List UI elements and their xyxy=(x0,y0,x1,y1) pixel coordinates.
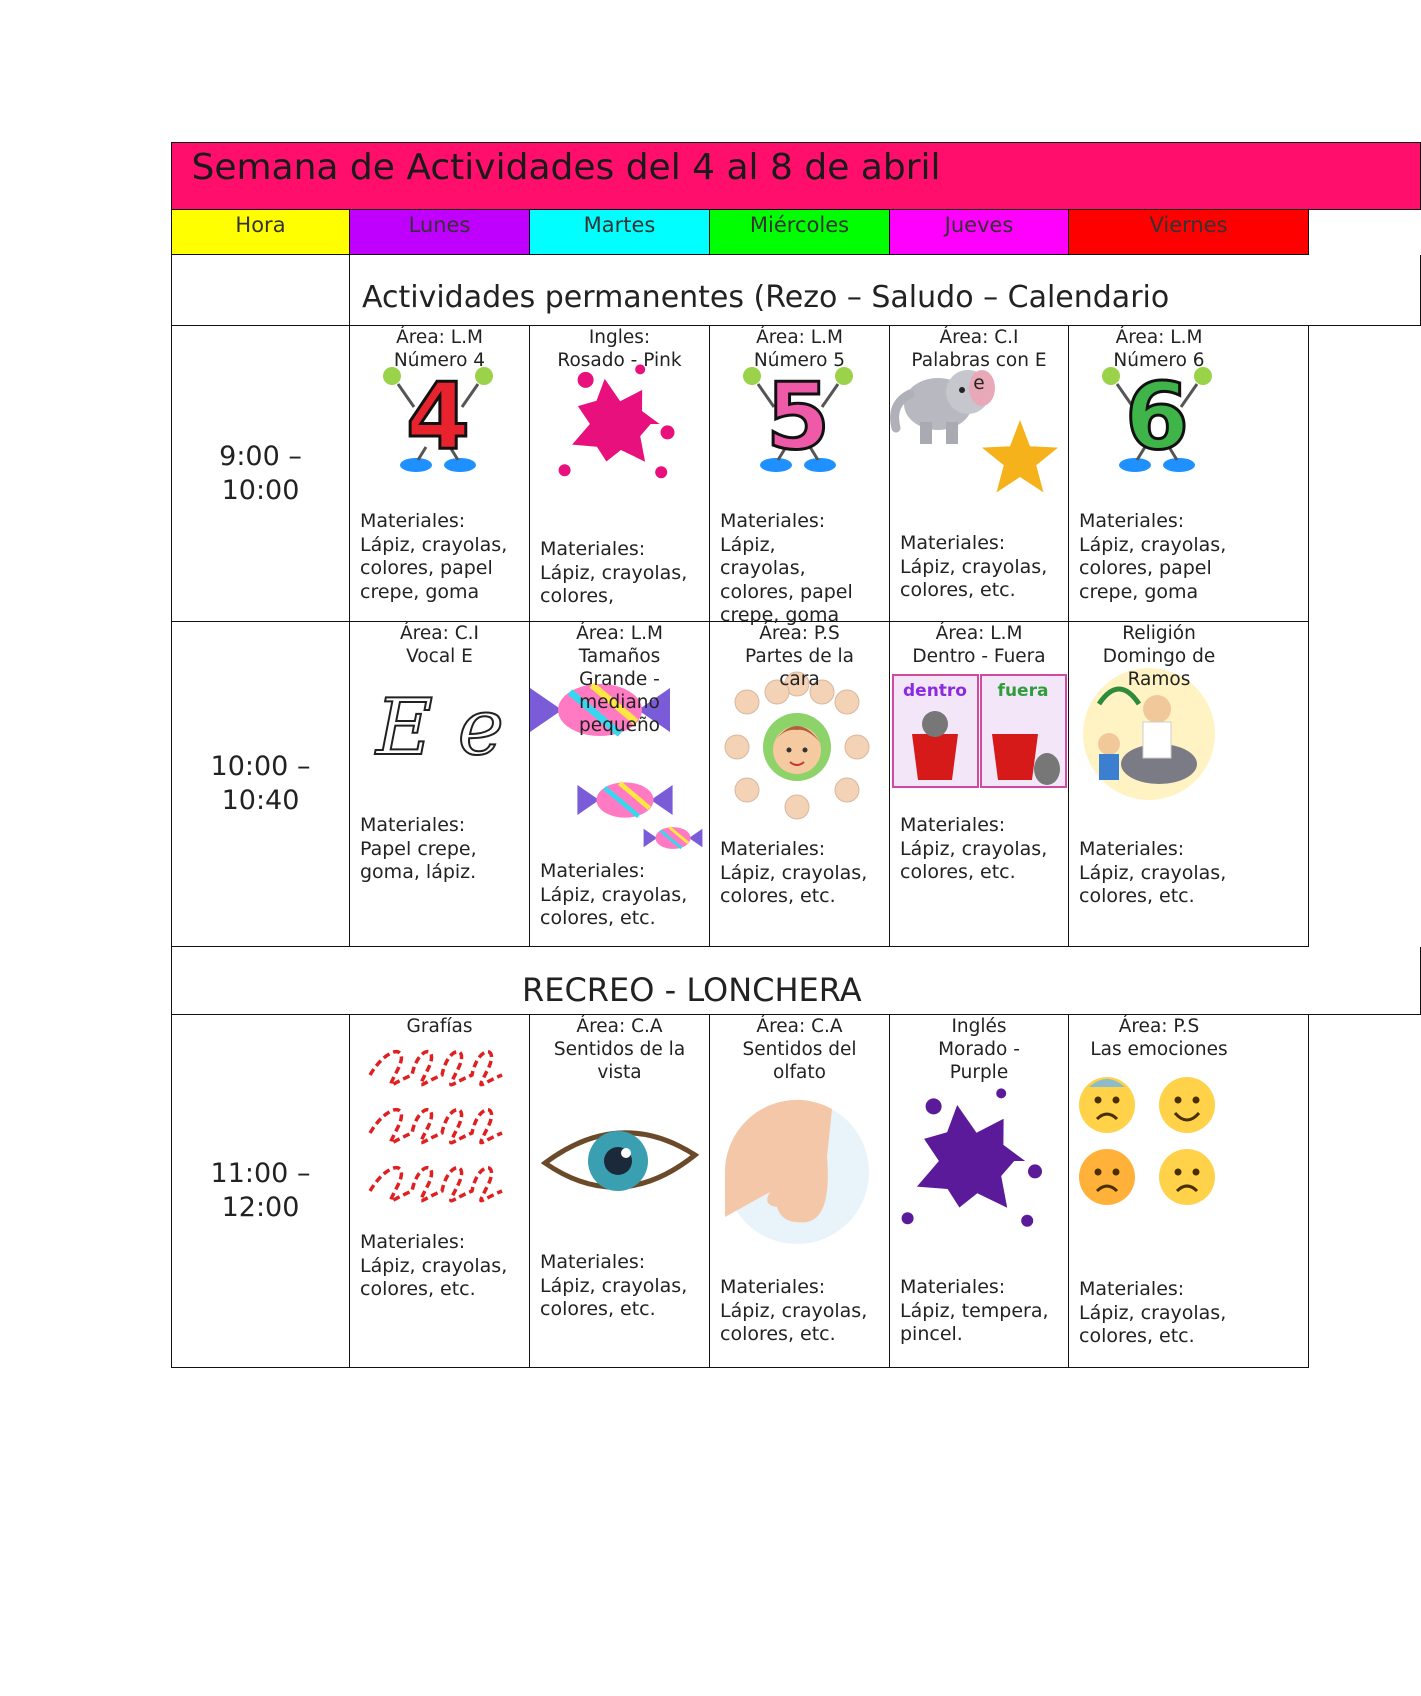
activity-heading-line: pequeño xyxy=(578,715,661,736)
materials-line: colores, etc. xyxy=(720,885,836,907)
materials-line: Materiales: xyxy=(1079,838,1185,860)
activity-cell xyxy=(1069,326,1309,622)
activity-heading-line: Área: P.S xyxy=(1118,1016,1200,1037)
materials-line: goma, lápiz. xyxy=(360,861,477,883)
materials-text xyxy=(1079,838,1304,909)
activity-cell xyxy=(1069,622,1309,947)
activity-heading-line: Área: L.M xyxy=(1115,327,1203,348)
activity-heading xyxy=(898,1015,1060,1084)
materials-text xyxy=(360,1231,525,1302)
materials-line: Lápiz, crayolas, xyxy=(1079,861,1227,884)
activity-heading-line: Área: L.M xyxy=(396,327,483,348)
activity-heading-line: Vocal E xyxy=(406,646,473,667)
activity-picture xyxy=(365,674,515,774)
activity-heading xyxy=(358,622,521,668)
activity-cell xyxy=(890,326,1069,622)
materials-text xyxy=(1079,510,1304,604)
activity-heading-line: Área: C.I xyxy=(939,327,1019,348)
materials-line: colores, etc. xyxy=(720,1323,836,1345)
activity-heading-line: Partes de la xyxy=(745,646,854,667)
face-parts-icon xyxy=(722,672,872,802)
materials-line: colores, etc. xyxy=(540,1298,656,1320)
activity-picture xyxy=(540,1115,700,1205)
activity-cell xyxy=(890,1015,1069,1368)
activity-heading xyxy=(358,326,521,372)
materials-line: Lápiz, crayolas, xyxy=(720,1299,868,1322)
materials-line: Papel crepe, xyxy=(360,837,477,860)
time-label: 10:00 – 10:40 xyxy=(210,751,311,816)
activity-heading xyxy=(718,326,881,372)
activity-heading-line: Área: L.M xyxy=(756,327,843,348)
materials-line: colores, papel xyxy=(360,557,493,579)
activity-heading-line: Purple xyxy=(949,1062,1009,1083)
materials-line: colores, etc. xyxy=(1079,885,1195,907)
materials-text xyxy=(720,838,885,909)
nose-icon xyxy=(722,1097,872,1247)
materials-line: Materiales: xyxy=(540,860,646,882)
materials-line: colores, xyxy=(540,585,614,607)
activity-picture xyxy=(366,1045,506,1210)
materials-line: Lápiz, crayolas, xyxy=(360,533,508,556)
activity-heading xyxy=(538,326,701,372)
materials-line: Lápiz, crayolas, xyxy=(1079,533,1227,556)
materials-line: Materiales: xyxy=(900,532,1006,554)
fuera-label: fuera xyxy=(997,681,1049,701)
materials-line: Materiales: xyxy=(720,838,826,860)
materials-text xyxy=(540,860,705,931)
materials-text xyxy=(360,510,525,604)
activity-heading-line: Grande - xyxy=(579,669,660,690)
activity-cell xyxy=(530,326,710,622)
activity-heading-line: Las emociones xyxy=(1090,1039,1228,1060)
materials-line: colores, etc. xyxy=(540,907,656,929)
activity-heading-line: Número 6 xyxy=(1113,350,1205,371)
materials-line: Materiales: xyxy=(1079,1278,1185,1300)
weekly-schedule-sheet xyxy=(171,142,1228,1368)
materials-line: crepe, goma xyxy=(720,604,840,626)
activity-cell xyxy=(350,326,530,622)
header-day-jueves: Jueves xyxy=(890,210,1069,255)
number-digit: 5 xyxy=(765,363,831,470)
schedule-table xyxy=(171,142,1421,1368)
time-label: 9:00 – 10:00 xyxy=(219,440,302,506)
activity-heading-line: Palabras con E xyxy=(911,350,1047,371)
number-4-icon xyxy=(378,362,498,477)
activity-heading-line: vista xyxy=(597,1062,642,1083)
activity-heading-line: Área: P.S xyxy=(759,623,840,644)
materials-line: Lápiz, crayolas, xyxy=(540,1274,688,1297)
materials-line: Lápiz, crayolas, xyxy=(900,555,1048,578)
materials-text xyxy=(540,538,705,609)
materials-line: colores, etc. xyxy=(900,579,1016,601)
materials-line: Materiales: xyxy=(900,1276,1006,1298)
materials-line: colores, etc. xyxy=(1079,1325,1195,1347)
activity-heading-line: Domingo de xyxy=(1102,646,1216,667)
activity-heading-line: Área: L.M xyxy=(935,623,1023,644)
loops-icon xyxy=(366,1045,506,1210)
activity-heading-line: Ramos xyxy=(1127,669,1191,690)
activity-cell xyxy=(530,622,710,947)
activity-heading-line: cara xyxy=(779,669,820,690)
materials-line: colores, etc. xyxy=(900,861,1016,883)
activity-heading-line: Área: C.I xyxy=(400,623,479,644)
activity-heading xyxy=(358,1015,521,1038)
number-digit: 6 xyxy=(1124,363,1190,470)
materials-line: Lápiz, crayolas, xyxy=(900,837,1048,860)
activity-heading xyxy=(538,1015,701,1084)
purple-splash-icon xyxy=(900,1089,1040,1239)
materials-line: Lápiz, crayolas, xyxy=(360,1254,508,1277)
activity-heading-line: Sentidos del xyxy=(742,1039,857,1060)
materials-text xyxy=(720,1276,885,1347)
permanent-row-hour xyxy=(171,255,350,326)
activity-picture xyxy=(738,362,858,477)
time-cell xyxy=(171,1015,350,1368)
materials-text xyxy=(900,814,1064,885)
materials-line: Materiales: xyxy=(900,814,1006,836)
time-cell xyxy=(171,622,350,947)
materials-text xyxy=(540,1251,705,1322)
materials-line: crepe, goma xyxy=(1079,580,1199,603)
activity-picture xyxy=(550,366,680,486)
activity-cell xyxy=(530,1015,710,1368)
materials-line: Lápiz, crayolas, xyxy=(720,861,868,884)
time-cell xyxy=(171,326,350,622)
permanent-activities-banner: Actividades permanentes (Rezo – Saludo – Calendario xyxy=(350,255,1421,326)
inside-outside-icon xyxy=(892,674,1067,789)
activity-heading xyxy=(898,622,1060,668)
eye-icon xyxy=(540,1115,700,1205)
activity-picture xyxy=(892,674,1067,789)
activity-picture xyxy=(1079,1073,1219,1223)
activity-heading xyxy=(1069,326,1249,372)
activity-cell xyxy=(890,622,1069,947)
materials-line: Materiales: xyxy=(360,510,466,532)
activity-picture xyxy=(1097,362,1217,477)
activity-heading xyxy=(898,326,1060,395)
dentro-label: dentro xyxy=(903,681,967,701)
letter-e-glyph: E e xyxy=(376,683,504,773)
activity-heading xyxy=(1069,622,1249,691)
materials-text xyxy=(720,510,885,628)
materials-line: Lápiz, xyxy=(720,533,776,556)
activity-cell xyxy=(350,622,530,947)
materials-line: colores, papel xyxy=(1079,557,1212,579)
activity-picture xyxy=(900,1089,1040,1239)
activity-heading xyxy=(718,1015,881,1084)
activity-heading xyxy=(1069,1015,1249,1061)
activity-heading-line: Inglés xyxy=(951,1016,1007,1037)
activity-heading-line: Número 4 xyxy=(393,350,486,371)
time-label: 11:00 – 12:00 xyxy=(210,1158,311,1223)
activity-cell xyxy=(710,622,890,947)
materials-line: Materiales: xyxy=(360,814,466,836)
materials-line: Lápiz, crayolas, xyxy=(1079,1301,1227,1324)
materials-line: crayolas, xyxy=(720,557,806,579)
materials-text xyxy=(900,1276,1064,1347)
activity-picture xyxy=(378,362,498,477)
materials-text xyxy=(900,532,1064,603)
materials-line: colores, papel xyxy=(720,580,853,603)
letter-e-icon xyxy=(365,674,515,774)
activity-heading-line: Área: L.M xyxy=(576,623,663,644)
activity-heading-line: Número 5 xyxy=(753,350,846,371)
activity-cell xyxy=(1069,1015,1309,1368)
activity-heading xyxy=(538,622,701,737)
activity-cell xyxy=(350,1015,530,1368)
materials-line: Materiales: xyxy=(540,1251,646,1273)
activity-cell xyxy=(710,1015,890,1368)
pink-splash-icon xyxy=(550,366,680,486)
materials-line: Materiales: xyxy=(720,1276,826,1298)
activity-heading-line: Grafías xyxy=(406,1016,473,1037)
activity-heading-line: Área: C.A xyxy=(576,1016,663,1037)
materials-text xyxy=(1079,1278,1304,1349)
emotions-icon xyxy=(1079,1073,1219,1223)
activity-heading-line: mediano xyxy=(579,692,660,713)
activity-heading-line: Ingles: xyxy=(588,327,651,348)
activity-heading-line: Sentidos de la xyxy=(553,1039,686,1060)
materials-text xyxy=(360,814,525,885)
number-6-icon xyxy=(1097,362,1217,477)
page-title: Semana de Actividades del 4 al 8 de abril xyxy=(171,142,1421,210)
materials-line: Lápiz, crayolas, xyxy=(540,561,688,584)
materials-line: pincel. xyxy=(900,1323,963,1345)
header-day-viernes: Viernes xyxy=(1069,210,1309,255)
header-day-lunes: Lunes xyxy=(350,210,530,255)
materials-line: Materiales: xyxy=(540,538,646,560)
activity-heading-line: Rosado - Pink xyxy=(557,350,682,371)
materials-line: Materiales: xyxy=(360,1231,466,1253)
materials-line: Lápiz, crayolas, xyxy=(540,883,688,906)
materials-line: Materiales: xyxy=(1079,510,1185,532)
activity-heading-line: Tamaños xyxy=(578,646,661,667)
materials-line: Lápiz, tempera, xyxy=(900,1299,1049,1322)
recreo-banner: RECREO - LONCHERA xyxy=(171,947,1421,1015)
activity-cell xyxy=(710,326,890,626)
materials-line: Materiales: xyxy=(720,510,826,532)
number-digit: 4 xyxy=(405,363,471,470)
activity-heading-line: olfato xyxy=(773,1062,826,1083)
header-hora: Hora xyxy=(171,210,350,255)
header-day-martes: Martes xyxy=(530,210,710,255)
activity-heading xyxy=(718,622,881,691)
activity-heading-line: Área: C.A xyxy=(756,1016,843,1037)
header-day-miércoles: Miércoles xyxy=(710,210,890,255)
activity-heading-line: e xyxy=(973,373,985,394)
materials-line: colores, etc. xyxy=(360,1278,476,1300)
activity-picture xyxy=(722,672,872,802)
activity-heading-line: Dentro - Fuera xyxy=(912,646,1046,667)
activity-heading-line: Morado - xyxy=(938,1039,1020,1060)
number-5-icon xyxy=(738,362,858,477)
materials-line: crepe, goma xyxy=(360,580,480,603)
activity-heading-line: Religión xyxy=(1122,623,1196,644)
activity-picture xyxy=(722,1097,872,1247)
